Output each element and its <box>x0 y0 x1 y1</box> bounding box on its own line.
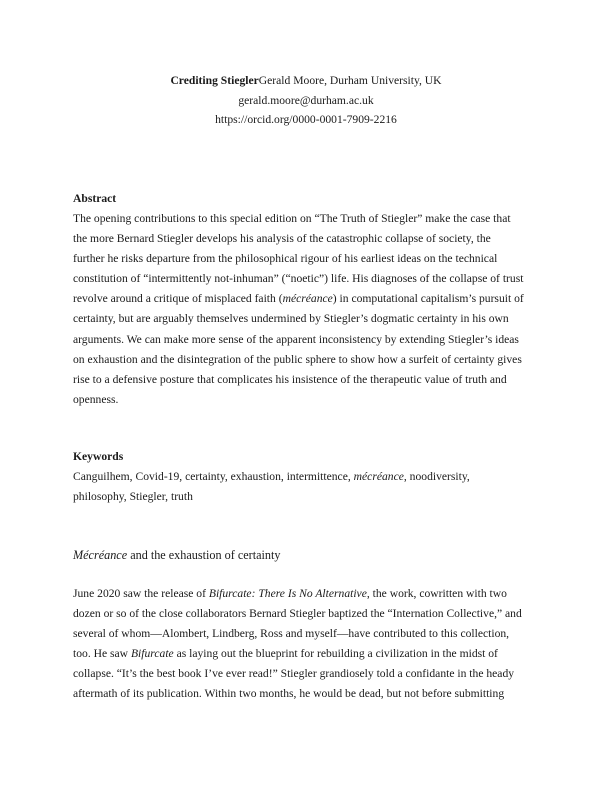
section-body-text: several of whom—Alombert, Lindberg, Ross and myself—have contributed to this collection, <box>73 627 510 641</box>
section-body-text: , the work, cowritten with two <box>366 587 507 600</box>
keywords-line <box>73 467 543 487</box>
keywords-section <box>73 447 543 507</box>
section-body-line <box>73 644 543 664</box>
author-email[interactable]: gerald.moore@durham.ac.uk <box>238 93 374 107</box>
body-section <box>73 584 543 705</box>
section-body-text: collapse. “It’s the best book I’ve ever read!” Stiegler grandiosely told a confidante in the heady <box>73 667 515 681</box>
abstract-line <box>73 350 543 370</box>
author-affiliation: Gerald Moore, Durham University, UK <box>258 74 442 87</box>
section-heading-italic: Mécréance <box>73 548 128 562</box>
abstract-text: on exhaustion and the disintegration of the public sphere to show how a surfeit of certainty gives <box>73 352 522 366</box>
keywords-heading: Keywords <box>73 450 124 463</box>
section-body-text: dozen or so of the close collaborators Bernard Stiegler baptized the “Internation Collective,” and <box>73 607 522 621</box>
abstract-line <box>73 249 543 269</box>
section-body-text: too. He saw <box>73 647 131 661</box>
section-body <box>73 584 543 705</box>
abstract-body <box>73 209 543 410</box>
abstract-text: constitution of “intermittently not-inhuman” (“noetic”) life. His diagnoses of the collapse of trust <box>73 272 524 286</box>
section-body-text: aftermath of its publication. Within two months, he would be dead, but not before submitting <box>73 687 505 701</box>
section-body-line <box>73 664 543 684</box>
abstract-italic-text: mécréance <box>282 292 333 306</box>
keywords-text: Canguilhem, Covid-19, certainty, exhaustion, intermittence, <box>73 470 354 483</box>
abstract-text: revolve around a critique of misplaced faith ( <box>73 292 283 306</box>
abstract-line <box>73 309 543 329</box>
abstract-text: certainty, but are arguably themselves undermined by Stiegler’s dogmatic certainty in his own <box>73 312 509 326</box>
keywords-text: , noodiversity, <box>403 470 470 483</box>
abstract-line <box>73 209 543 229</box>
abstract-text: rise to a defensive posture that complicates his insistence of the therapeutic value of truth and <box>73 372 507 386</box>
abstract-line <box>73 370 543 390</box>
title-block <box>0 71 612 130</box>
abstract-line <box>73 330 543 350</box>
abstract-line <box>73 289 543 309</box>
keywords-italic-text: mécréance <box>353 470 404 483</box>
section-body-italic-text: Bifurcate <box>130 647 174 661</box>
section-heading <box>73 545 543 565</box>
abstract-text: further he risks departure from the philosophical rigour of his earliest ideas on the technical <box>73 252 498 266</box>
abstract-line <box>73 390 543 410</box>
abstract-line <box>73 269 543 289</box>
section-body-line <box>73 624 543 644</box>
abstract-section <box>73 189 543 410</box>
abstract-text: openness. <box>73 392 119 406</box>
title-line <box>0 71 612 91</box>
section-body-italic-text: Bifurcate: There Is No Alternative <box>208 587 367 600</box>
abstract-text: arguments. We can make more sense of the apparent inconsistency by extending Stiegler’s ideas <box>73 332 519 346</box>
abstract-text: the more Bernard Stiegler develops his analysis of the catastrophic collapse of society, the <box>73 232 491 246</box>
abstract-line <box>73 229 543 249</box>
keywords-body <box>73 467 543 507</box>
abstract-text: ) in computational capitalism’s pursuit of <box>332 292 524 306</box>
keywords-text: philosophy, Stiegler, truth <box>73 490 193 504</box>
section-body-text: June 2020 saw the release of <box>73 587 209 600</box>
abstract-heading: Abstract <box>73 192 117 205</box>
section-heading-block <box>73 545 543 565</box>
section-heading-rest: and the exhaustion of certainty <box>127 548 281 562</box>
author-orcid[interactable]: https://orcid.org/0000-0001-7909-2216 <box>215 113 397 127</box>
paper-title: Crediting Stiegler <box>170 74 259 87</box>
section-body-line <box>73 584 543 604</box>
section-body-line <box>73 684 543 704</box>
section-body-text: as laying out the blueprint for rebuilding a civilization in the midst of <box>173 647 498 661</box>
section-body-line <box>73 604 543 624</box>
abstract-text: The opening contributions to this special edition on “The Truth of Stiegler” make the case that <box>73 212 511 225</box>
keywords-line <box>73 487 543 507</box>
